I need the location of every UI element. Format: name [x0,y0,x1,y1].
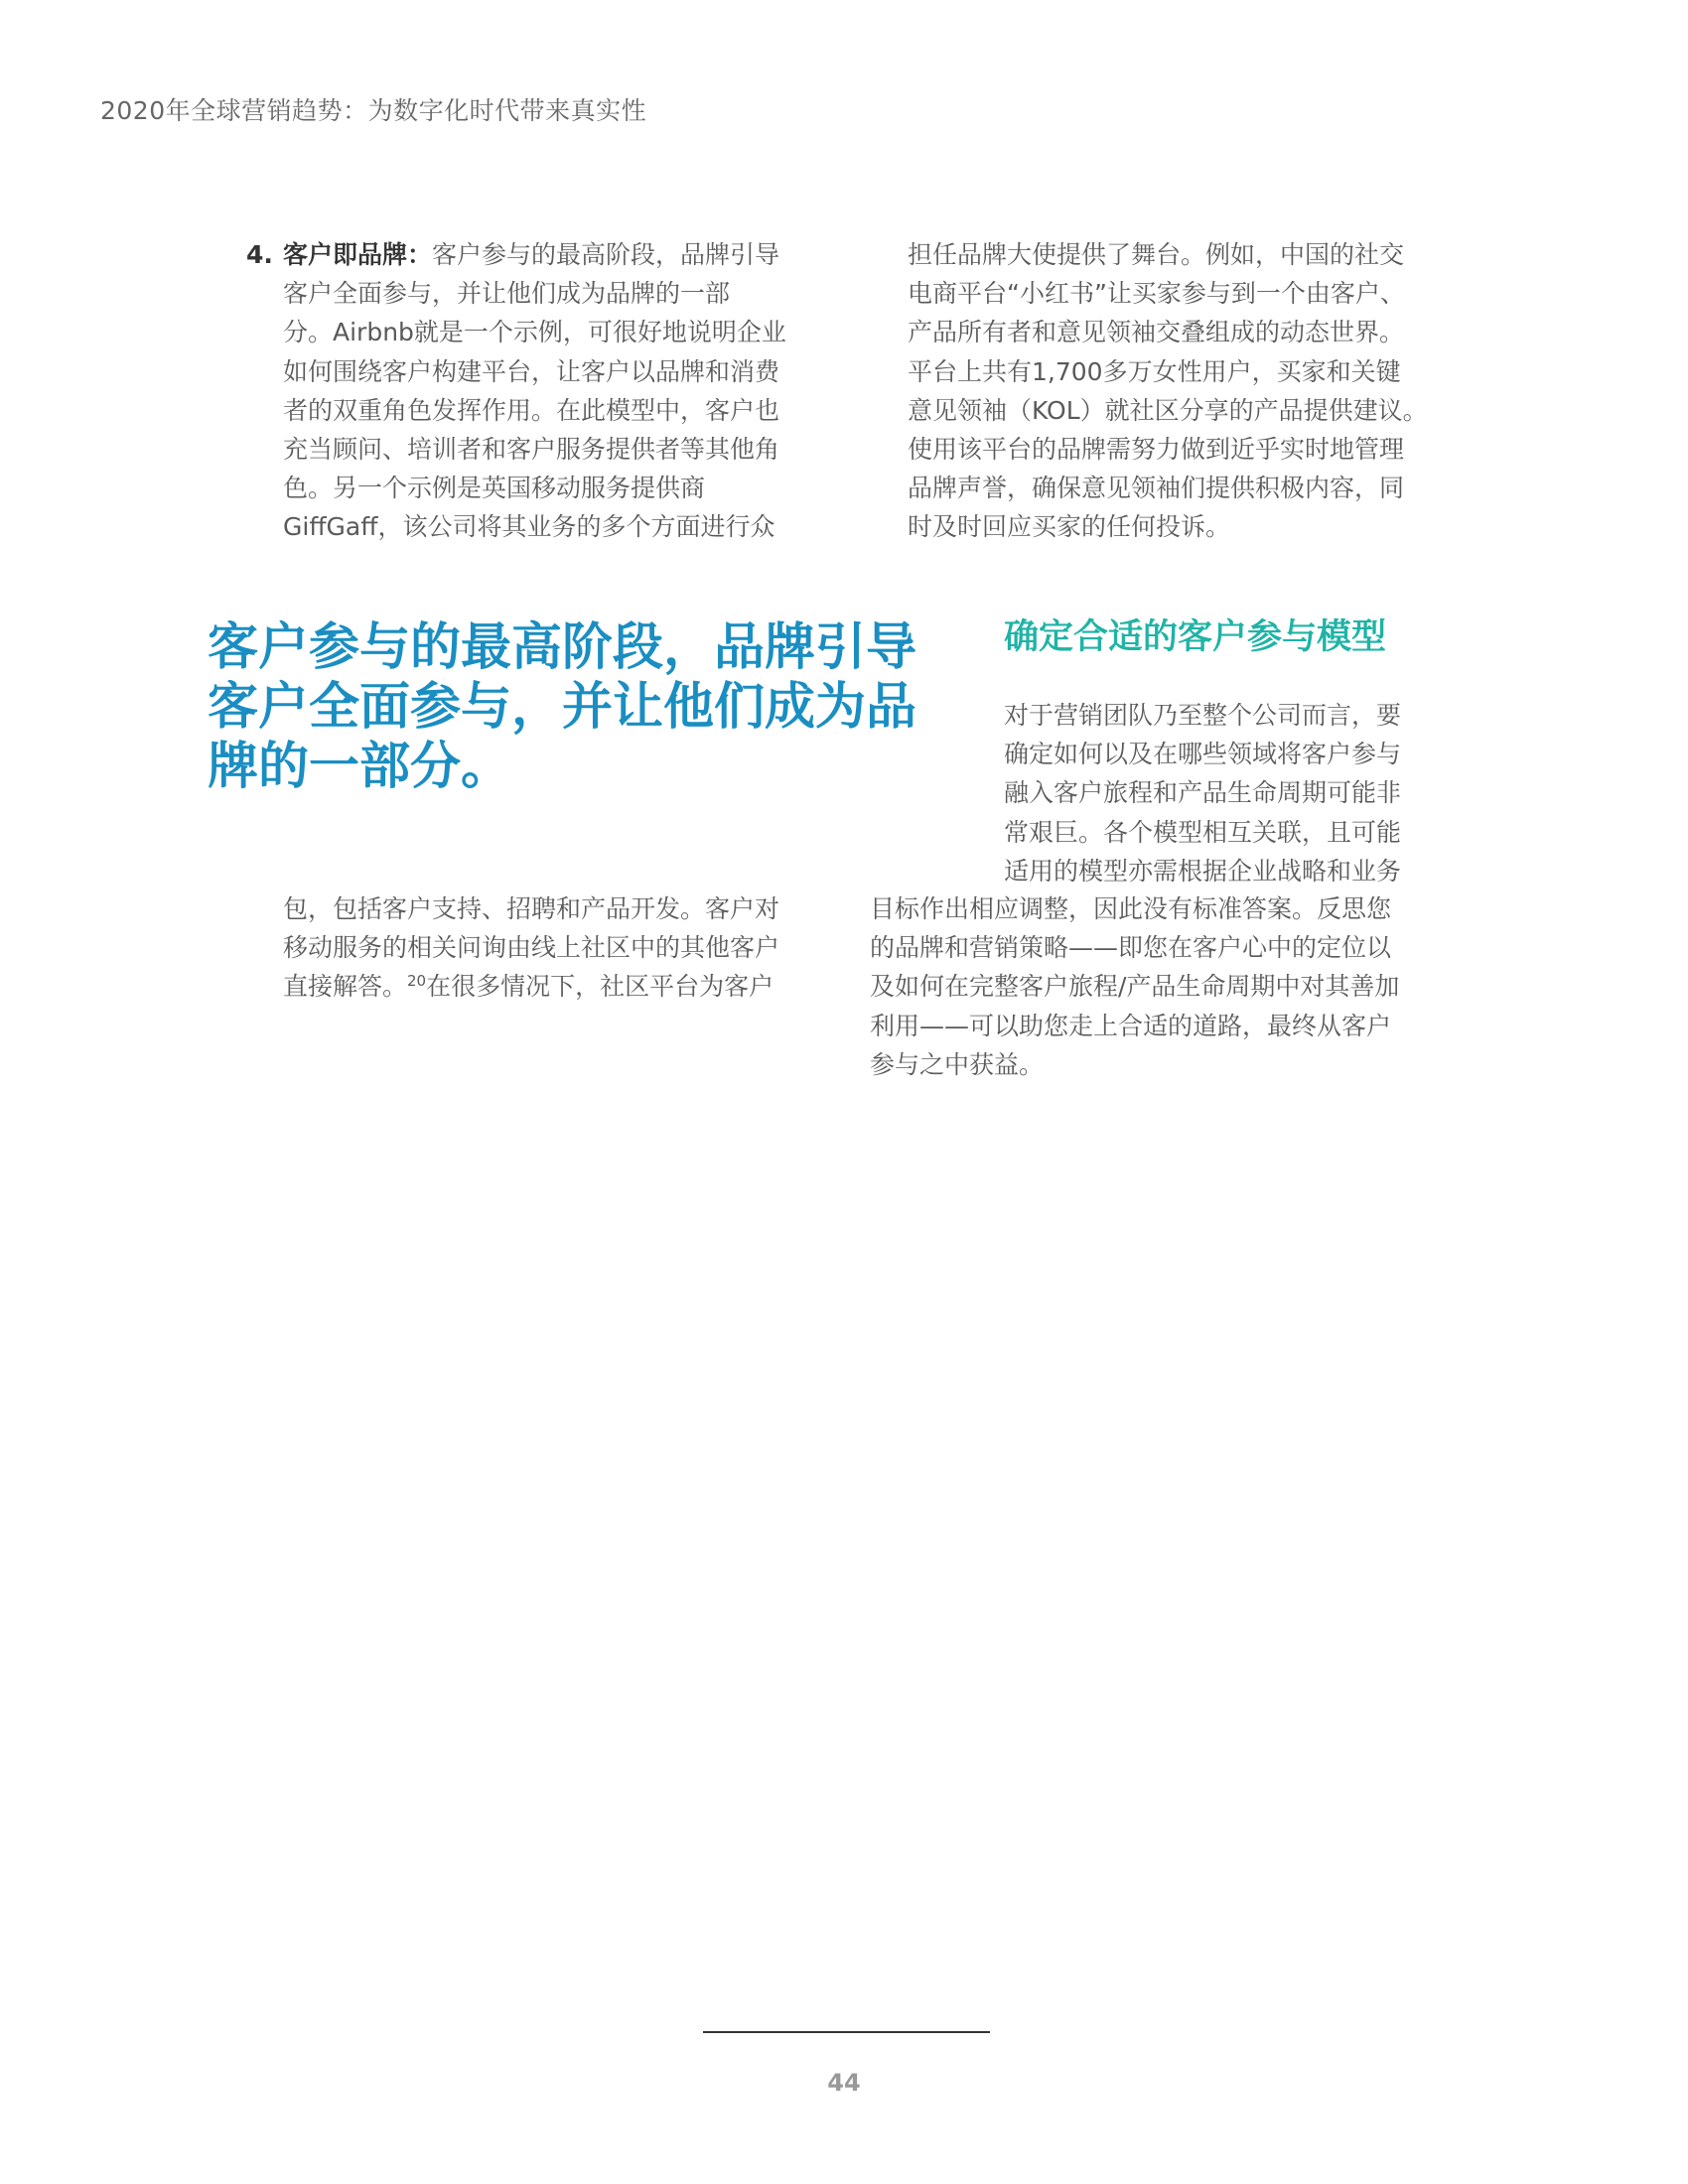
text-line: 适用的模型亦需根据企业战略和业务 [1004,856,1402,886]
pull-quote-line: 客户全面参与，并让他们成为品 [208,678,917,737]
pull-quote-line: 牌的一部分。 [208,738,512,796]
text-line: 电商平台“小红书”让买家参与到一个由客户、 [908,279,1405,309]
text-line: 的品牌和营销策略——即您在客户心中的定位以 [870,933,1392,963]
list-item-number: 4. [246,240,273,269]
text-line: 常艰巨。各个模型相互关联，且可能 [1004,817,1402,847]
list-item-label-colon: ： [407,240,433,269]
right-paragraph-2-wide [870,889,1399,1084]
running-header: 2020年全球营销趋势：为数字化时代带来真实性 [100,96,647,125]
text-line: 如何围绕客户构建平台，让客户以品牌和消费 [283,356,780,386]
text-line: 者的双重角色发挥作用。在此模型中，客户也 [283,395,780,425]
text-segment: 直接解答。 [283,972,408,1002]
right-paragraph-2-narrow [1004,696,1401,890]
footer-rule [703,2031,990,2033]
section-heading: 确定合适的客户参与模型 [1004,617,1387,657]
text-line: 确定如何以及在哪些领域将客户参与 [1004,740,1402,769]
text-line: 分。Airbnb就是一个示例，可很好地说明企业 [283,318,786,347]
left-paragraph-1 [283,235,786,547]
text-line: 客户全面参与，并让他们成为品牌的一部 [283,279,731,309]
text-line: 目标作出相应调整，因此没有标准答案。反思您 [870,894,1392,923]
list-item-label: 客户即品牌 [283,240,408,269]
text-line: 平台上共有1,700多万女性用户，买家和关键 [908,356,1401,386]
text-line: 色。另一个示例是英国移动服务提供商 [283,474,706,503]
text-line: 充当顾问、培训者和客户服务提供者等其他角 [283,435,780,465]
text-line: 意见领袖（KOL）就社区分享的产品提供建议。 [908,395,1428,425]
text-line: 移动服务的相关问询由线上社区中的其他客户 [283,933,780,963]
footnote-reference[interactable]: 20 [407,972,427,991]
pull-quote-line: 客户参与的最高阶段，品牌引导 [208,618,917,677]
text-line: 担任品牌大使提供了舞台。例如，中国的社交 [908,240,1405,269]
text-line: 参与之中获益。 [870,1049,1045,1079]
page-number: 44 [827,2069,861,2097]
right-paragraph-1 [908,235,1428,547]
text-line: GiffGaff，该公司将其业务的多个方面进行众 [283,512,775,542]
text-line: 融入客户旅程和产品生命周期可能非 [1004,778,1402,808]
text-line: 时及时回应买家的任何投诉。 [908,512,1231,542]
text-line: 使用该平台的品牌需努力做到近乎实时地管理 [908,435,1405,465]
text-line: 产品所有者和意见领袖交叠组成的动态世界。 [908,318,1405,347]
text-line: 及如何在完整客户旅程/产品生命周期中对其善加 [870,972,1400,1002]
text-line: 包，包括客户支持、招聘和产品开发。客户对 [283,894,780,923]
text-line: 对于营销团队乃至整个公司而言，要 [1004,701,1402,730]
left-paragraph-2 [283,889,779,1007]
pull-quote [208,618,942,797]
text-segment: 在很多情况下，社区平台为客户 [426,972,774,1002]
text-line [283,967,779,1006]
text-line: 品牌声誉，确保意见领袖们提供积极内容，同 [908,474,1405,503]
text-line: 利用——可以助您走上合适的道路，最终从客户 [870,1011,1392,1040]
text-segment: 客户参与的最高阶段，品牌引导 [432,240,780,269]
text-line [283,235,786,274]
